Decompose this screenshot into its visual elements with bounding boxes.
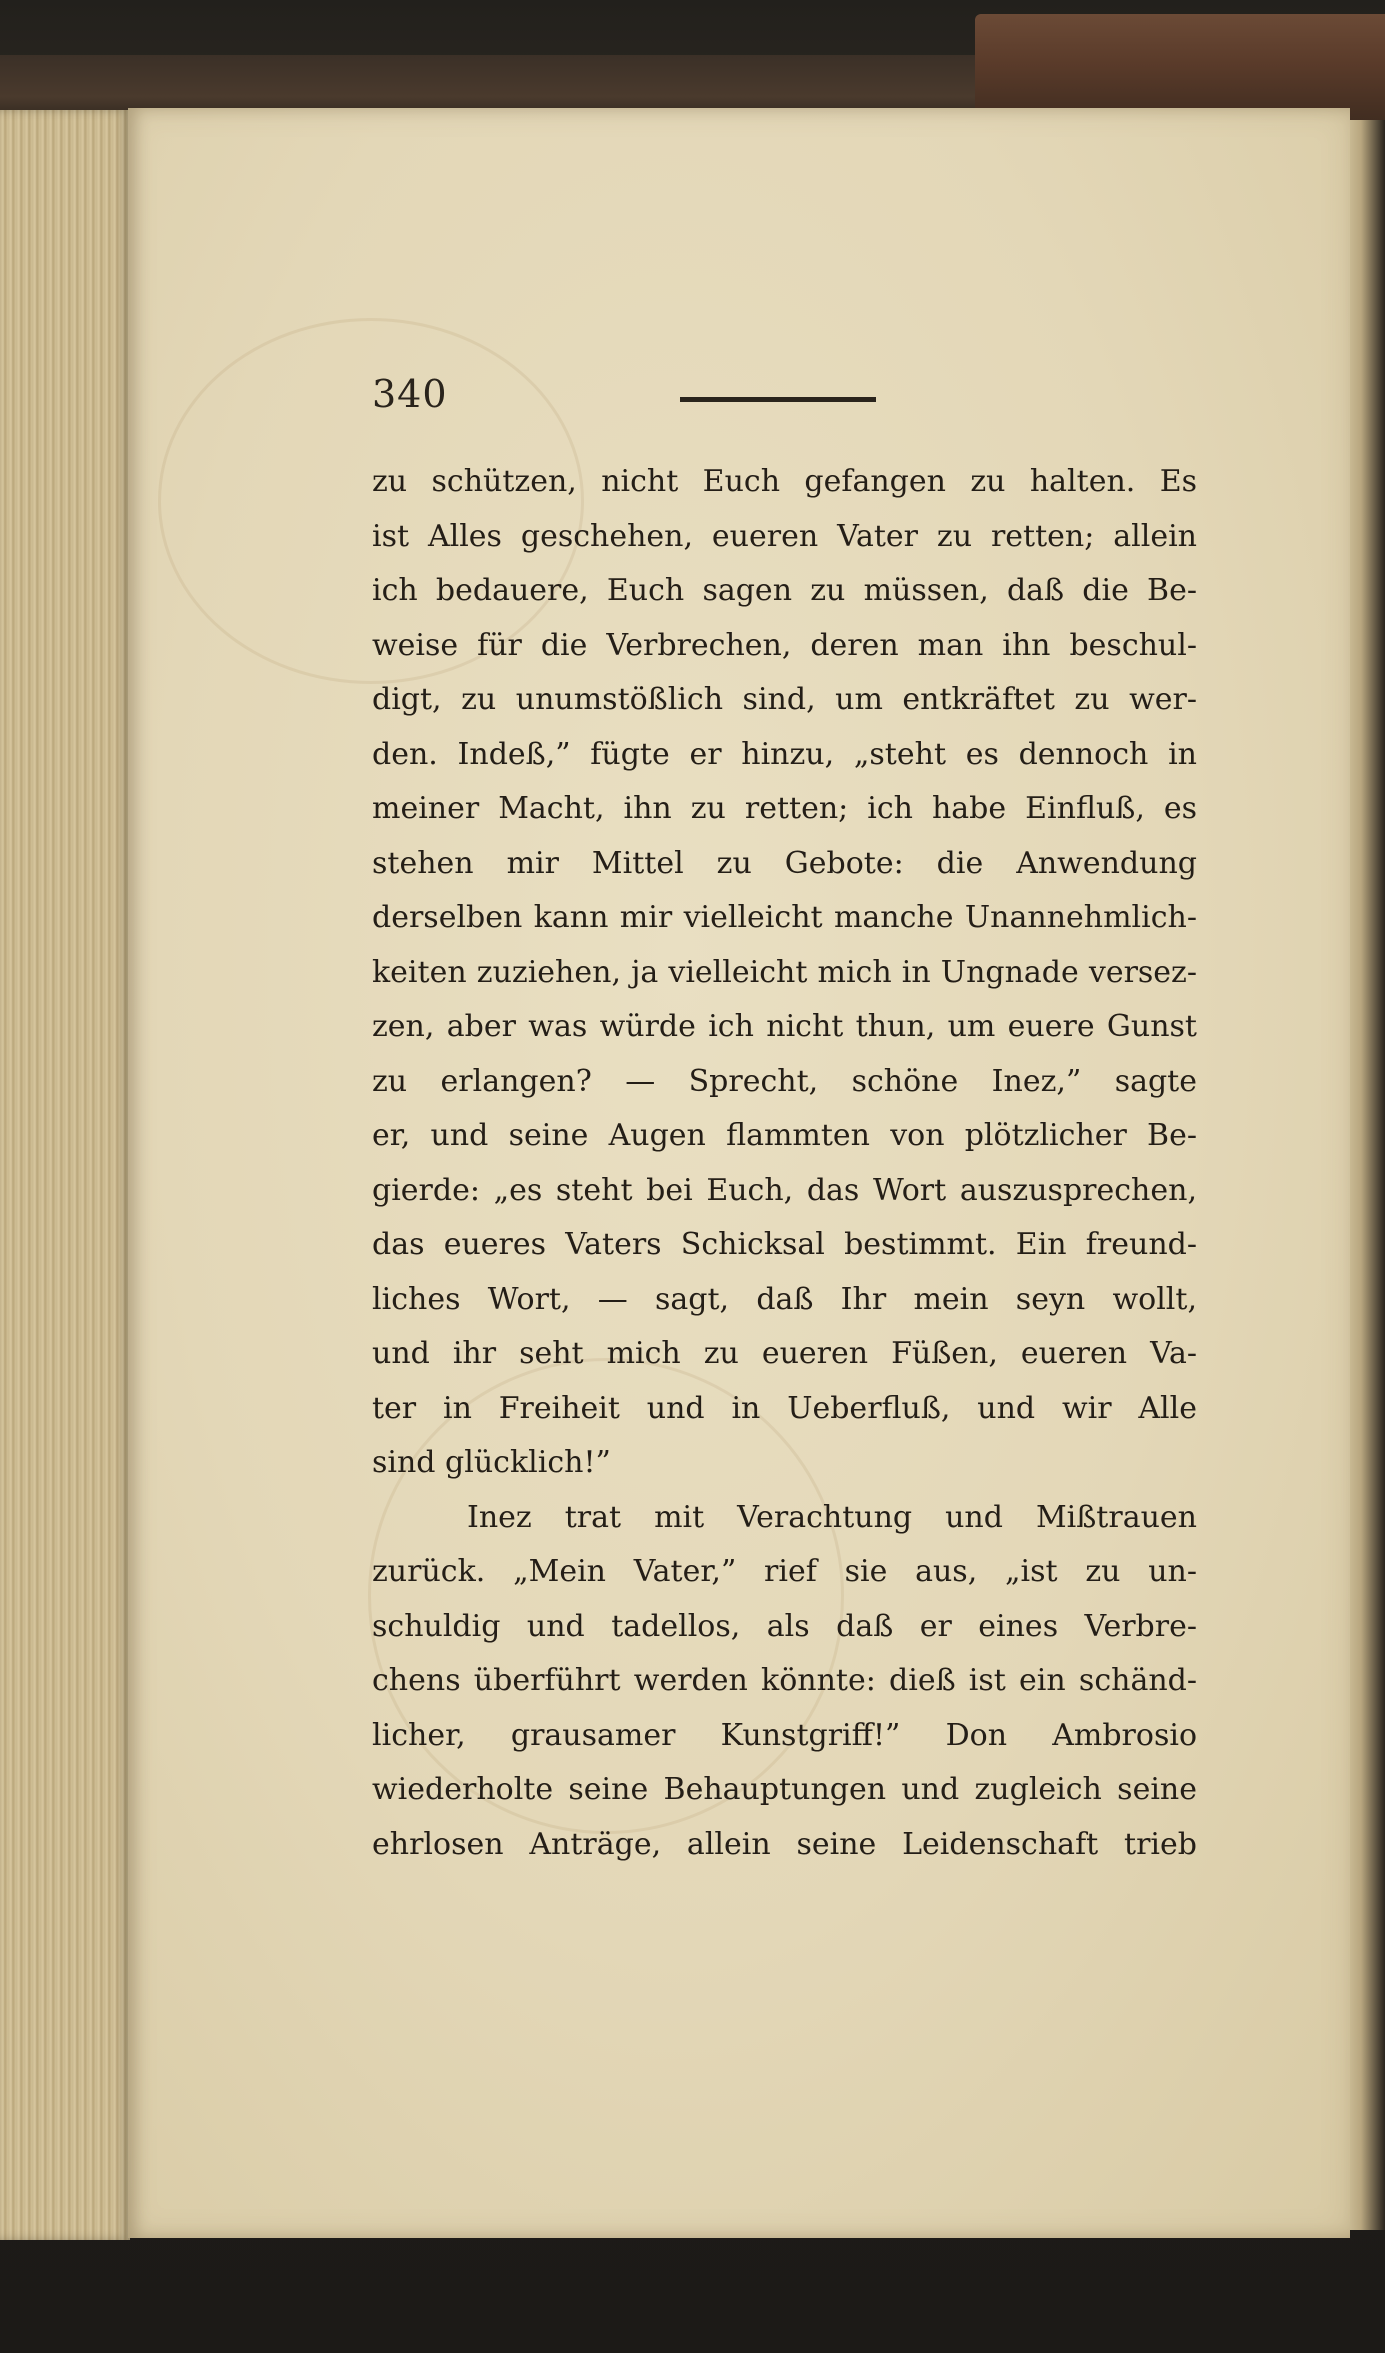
text-line: zu schützen, nicht Euch gefangen zu halten. Es — [372, 464, 1197, 499]
text-line: zurück. „Mein Vater,” rief sie aus, „ist zu un- — [372, 1554, 1197, 1589]
text-line: meiner Macht, ihn zu retten; ich habe Einfluß, es — [372, 791, 1197, 826]
text-line: licher, grausamer Kunstgriff!” Don Ambrosio — [372, 1717, 1197, 1753]
text-line: zu erlangen? — Sprecht, schöne Inez,” sagte — [372, 1063, 1197, 1099]
text-line: ich bedauere, Euch sagen zu müssen, daß die Be- — [372, 573, 1197, 608]
text-line: digt, zu unumstößlich sind, um entkräftet zu wer- — [372, 682, 1197, 717]
text-line: zen, aber was würde ich nicht thun, um euere Gunst — [372, 1009, 1197, 1044]
text-line: stehen mir Mittel zu Gebote: die Anwendung — [372, 845, 1197, 881]
text-line: derselben kann mir vielleicht manche Unannehmlich- — [372, 900, 1197, 935]
text-line: chens überführt werden könnte: dieß ist ein schänd- — [372, 1663, 1197, 1698]
text-line: wiederholte seine Behauptungen und zugleich seine — [372, 1772, 1197, 1807]
page-text — [372, 455, 1197, 1872]
text-line: ehrlosen Anträge, allein seine Leidenschaft trieb — [372, 1826, 1197, 1862]
text-line: keiten zuziehen, ja vielleicht mich in Ungnade versez- — [372, 954, 1197, 990]
text-line: weise für die Verbrechen, deren man ihn beschul- — [372, 627, 1197, 663]
page-right-edge — [1345, 120, 1385, 2230]
text-line: und ihr seht mich zu eueren Füßen, eueren Va- — [372, 1336, 1197, 1371]
text-line: liches Wort, — sagt, daß Ihr mein seyn wollt, — [372, 1281, 1197, 1317]
page-number: 340 — [372, 372, 448, 416]
text-line: Inez trat mit Verachtung und Mißtrauen — [467, 1499, 1197, 1535]
page-header — [372, 372, 882, 432]
text-line: gierde: „es steht bei Euch, das Wort auszusprechen, — [372, 1172, 1197, 1208]
text-line: den. Indeß,” fügte er hinzu, „steht es dennoch in — [372, 736, 1197, 772]
text-line: schuldig und tadellos, als daß er eines Verbre- — [372, 1608, 1197, 1644]
page-block-edges — [0, 110, 130, 2240]
text-line: das eueres Vaters Schicksal bestimmt. Ein freund- — [372, 1227, 1197, 1262]
text-line: er, und seine Augen flammten von plötzlicher Be- — [372, 1118, 1197, 1153]
text-line: ter in Freiheit und in Ueberfluß, und wir Alle — [372, 1390, 1197, 1426]
header-rule — [680, 397, 876, 402]
text-line: ist Alles geschehen, eueren Vater zu retten; allein — [372, 518, 1197, 554]
text-line: sind glücklich!” — [372, 1445, 611, 1480]
